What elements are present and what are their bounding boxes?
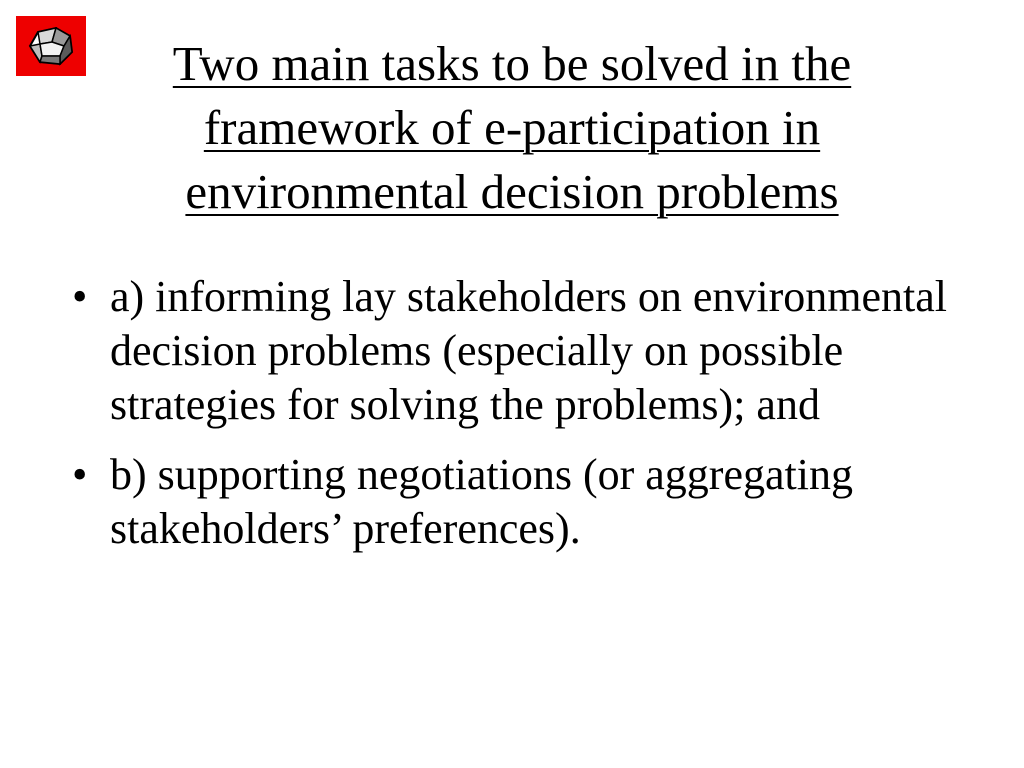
slide-title: [100, 32, 924, 224]
bullet-point-icon: •: [72, 450, 88, 499]
bullet-text: b) supporting negotiations (or aggregating stakeholders’ preferences).: [110, 450, 853, 553]
bullet-list: [72, 270, 952, 556]
slide-title-text: Two main tasks to be solved in the framework of e-participation in environmental decision problems: [172, 36, 852, 219]
bullet-item-supporting: [72, 448, 952, 556]
bullet-point-icon: •: [72, 272, 88, 321]
bullet-text: a) informing lay stakeholders on environmental decision problems (especially on possible strategies for solving the problems); and: [110, 272, 947, 429]
red-gem-logo-icon: [16, 16, 86, 76]
bullet-item-informing: [72, 270, 952, 432]
